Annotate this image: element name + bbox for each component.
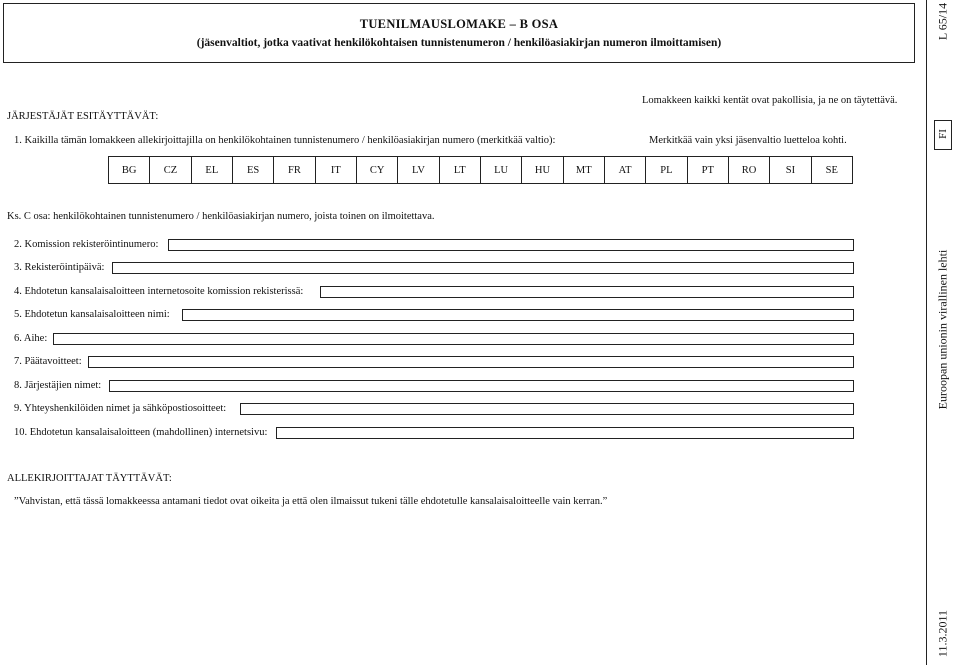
contact-persons-field[interactable] [240,403,854,415]
initiative-website-field[interactable] [276,427,854,439]
country-cell-es[interactable]: ES [232,157,273,184]
registration-date-field[interactable] [112,262,854,274]
field-row-registration-date [14,262,854,276]
main-objectives-field[interactable] [88,356,854,368]
country-cell-at[interactable]: AT [604,157,645,184]
country-cell-mt[interactable]: MT [563,157,604,184]
subject-matter-field[interactable] [53,333,854,345]
item-1-label: 1. Kaikilla tämän lomakkeen allekirjoittajilla on henkilökohtainen tunnistenumero / henkilöasiakirjan numero (merkitkää valtio): [14,135,556,146]
country-cell-cy[interactable]: CY [356,157,397,184]
country-cell-hu[interactable]: HU [522,157,563,184]
form-title: TUENILMAUSLOMAKE – B OSA [359,17,559,31]
form-header [3,3,915,63]
field-row-registration-number [14,239,854,253]
field-row-organiser-names [14,380,854,394]
field-row-contact-persons [14,403,854,417]
signatories-heading: ALLEKIRJOITTAJAT TÄYTTÄVÄT: [7,473,172,484]
language-code: FI [937,129,949,139]
country-cell-si[interactable]: SI [770,157,811,184]
field-row-initiative-website [14,427,854,441]
mandatory-note: Lomakkeen kaikki kentät ovat pakollisia, ja ne on täytettävä. [642,95,898,106]
see-part-c-note: Ks. C osa: henkilökohtainen tunnistenumero / henkilöasiakirjan numero, joista toinen on ilmoitettava. [7,211,435,222]
publication-date: 11.3.2011 [935,609,950,658]
field-label-main-objectives: 7. Päätavoitteet: [14,356,82,367]
country-cell-lu[interactable]: LU [480,157,521,184]
country-cell-pl[interactable]: PL [646,157,687,184]
field-label-register-web-address: 4. Ehdotetun kansalaisaloitteen internetosoite komission rekisterissä: [14,286,304,297]
field-label-initiative-website: 10. Ehdotetun kansalaisaloitteen (mahdollinen) internetsivu: [14,427,268,438]
initiative-title-field[interactable] [182,309,854,321]
country-cell-bg[interactable]: BG [109,157,150,184]
country-cell-cz[interactable]: CZ [150,157,191,184]
field-row-initiative-title [14,309,854,323]
field-label-subject-matter: 6. Aihe: [14,333,48,344]
field-row-register-web-address [14,286,854,300]
organiser-names-field[interactable] [109,380,854,392]
form-subtitle: (jäsenvaltiot, jotka vaativat henkilökohtaisen tunnistenumeron / henkilöasiakirjan numeron ilmoittamisen) [196,37,722,49]
page-reference: L 65/14 [935,2,950,41]
signatory-declaration: ”Vahvistan, että tässä lomakkeessa antamani tiedot ovat oikeita ja että olen ilmaissut tukeni tälle ehdotetulle kansalaisaloitteelle vain kerran.” [14,496,608,507]
field-label-registration-number: 2. Komission rekisteröintinumero: [14,239,159,250]
country-cell-lt[interactable]: LT [439,157,480,184]
country-selection-table [108,156,853,184]
field-row-main-objectives [14,356,854,370]
country-cell-ro[interactable]: RO [728,157,769,184]
field-label-initiative-title: 5. Ehdotetun kansalaisaloitteen nimi: [14,309,170,320]
journal-name: Euroopan unionin virallinen lehti [935,249,950,410]
country-cell-pt[interactable]: PT [687,157,728,184]
country-cell-it[interactable]: IT [315,157,356,184]
register-web-address-field[interactable] [320,286,854,298]
country-cell-el[interactable]: EL [191,157,232,184]
country-cell-se[interactable]: SE [811,157,852,184]
country-cell-lv[interactable]: LV [398,157,439,184]
single-state-note: Merkitkää vain yksi jäsenvaltio luetteloa kohti. [649,135,847,146]
field-label-organiser-names: 8. Järjestäjien nimet: [14,380,102,391]
field-label-contact-persons: 9. Yhteyshenkilöiden nimet ja sähköpostiosoitteet: [14,403,227,414]
field-label-registration-date: 3. Rekisteröintipäivä: [14,262,105,273]
field-row-subject-matter [14,333,854,347]
organisers-heading: JÄRJESTÄJÄT ESITÄYTTÄVÄT: [7,111,159,122]
country-cell-fr[interactable]: FR [274,157,315,184]
registration-number-field[interactable] [168,239,854,251]
